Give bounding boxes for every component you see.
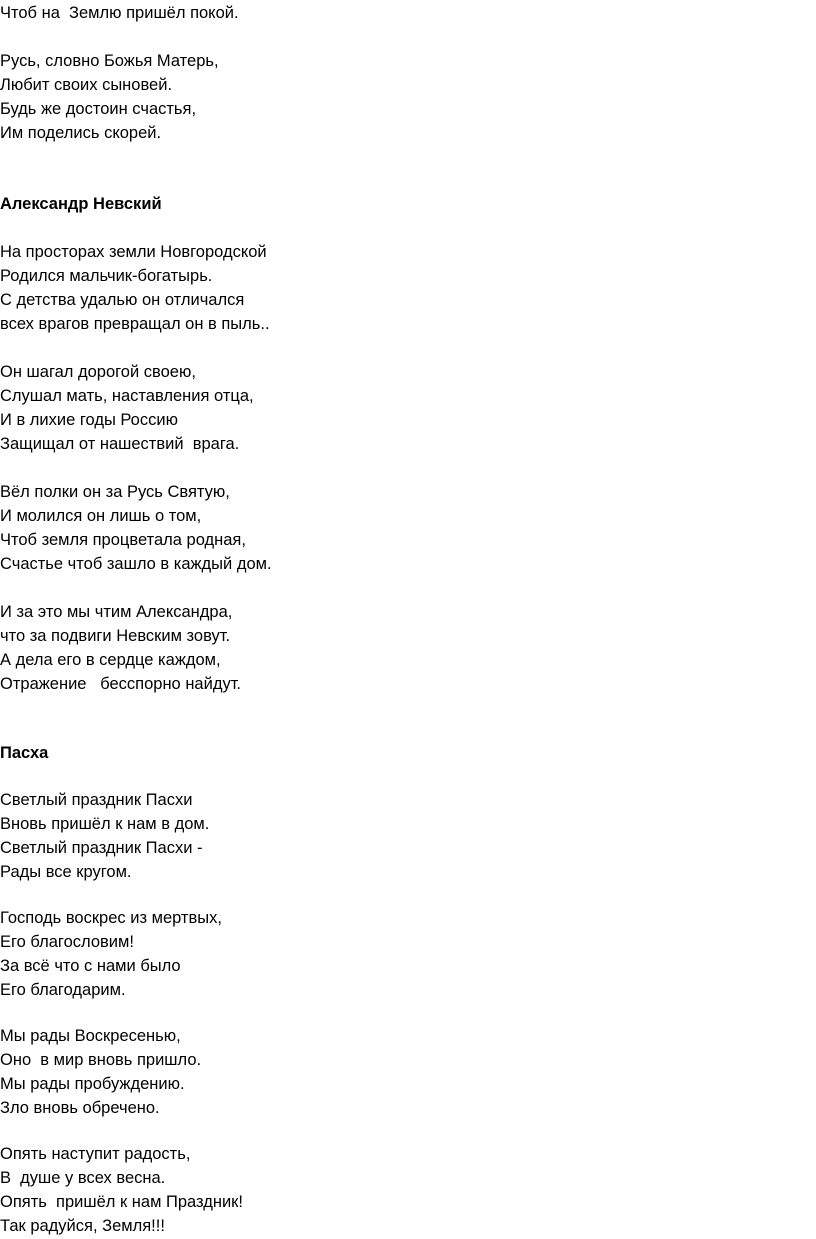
text-line: Зло вновь обречено. (0, 1099, 160, 1117)
text-line: С детства удалью он отличался (0, 291, 245, 309)
text-line: Защищал от нашествий врага. (0, 435, 240, 453)
text-line: Счастье чтоб зашло в каждый дом. (0, 555, 272, 573)
text-line: Мы рады пробуждению. (0, 1075, 185, 1093)
text-line: Он шагал дорогой своею, (0, 363, 196, 381)
text-line: Чтоб земля процветала родная, (0, 531, 246, 549)
text-line: что за подвиги Невским зовут. (0, 627, 231, 645)
text-line: Рады все кругом. (0, 863, 132, 881)
text-line: А дела его в сердце каждом, (0, 651, 221, 669)
text-line: И молился он лишь о том, (0, 507, 202, 525)
text-line: Опять пришёл к нам Праздник! (0, 1193, 243, 1211)
text-line: Чтоб на Землю пришёл покой. (0, 4, 239, 22)
text-line: Светлый праздник Пасхи - (0, 839, 203, 857)
poem-title: Александр Невский (0, 195, 162, 213)
text-line: Его благодарим. (0, 981, 126, 999)
text-line: Опять наступит радость, (0, 1145, 191, 1163)
text-line: Мы рады Воскресенью, (0, 1027, 181, 1045)
text-line: Русь, словно Божья Матерь, (0, 52, 219, 70)
text-line: За всё что с нами было (0, 957, 181, 975)
text-line: Любит своих сыновей. (0, 76, 173, 94)
text-line: Так радуйся, Земля!!! (0, 1217, 165, 1235)
text-line: И за это мы чтим Александра, (0, 603, 233, 621)
text-line: В душе у всех весна. (0, 1169, 166, 1187)
text-line: Господь воскрес из мертвых, (0, 909, 222, 927)
text-line: Вновь пришёл к нам в дом. (0, 815, 210, 833)
text-line: Слушал мать, наставления отца, (0, 387, 254, 405)
text-line: Им поделись скорей. (0, 124, 162, 142)
text-line: Отражение бесспорно найдут. (0, 675, 242, 693)
text-line: Родился мальчик-богатырь. (0, 267, 213, 285)
text-line: Светлый праздник Пасхи (0, 791, 193, 809)
text-line: На просторах земли Новгородской (0, 243, 267, 261)
text-line: Оно в мир вновь пришло. (0, 1051, 202, 1069)
text-line: И в лихие годы Россию (0, 411, 178, 429)
text-line: всех врагов превращал он в пыль.. (0, 315, 270, 333)
poem-title: Пасха (0, 744, 49, 762)
text-line: Его благословим! (0, 933, 134, 951)
text-line: Будь же достоин счастья, (0, 100, 197, 118)
text-line: Вёл полки он за Русь Святую, (0, 483, 230, 501)
